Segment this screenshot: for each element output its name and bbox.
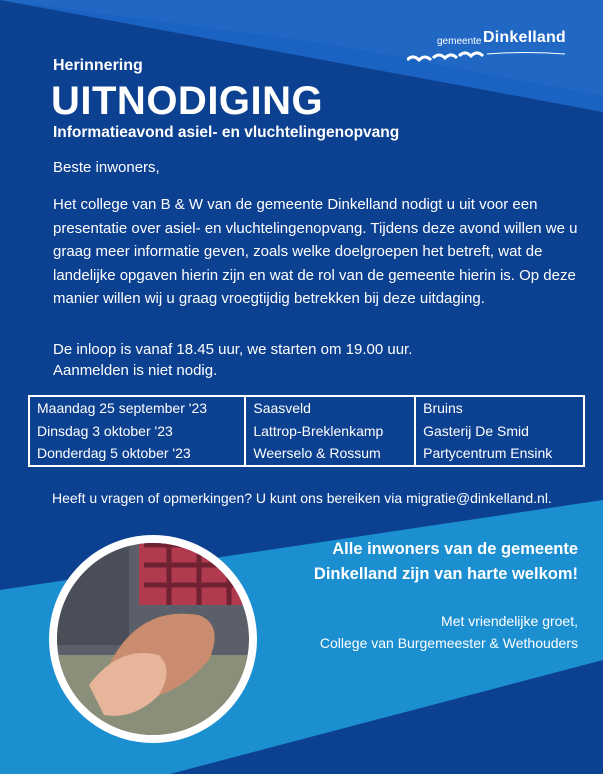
greeting: Beste inwoners,: [53, 159, 160, 176]
place-cell: Lattrop-Breklenkamp: [245, 420, 415, 443]
table-row: [29, 420, 584, 443]
body-text: Het college van B & W van de gemeente Dinkelland nodigt u uit voor een presentatie over asiel- en vluchtelingenopvang. Tijdens deze avond willen we u graag meer informatie geven, zoals welke doelgroepen het betreft, wat de landelijke opgaven hierin zijn en wat de rol van de gemeente hierin is. Op deze manier willen wij u graag vroegtijdig betrekken bij deze uitdaging.: [53, 196, 578, 307]
venue-cell: Partycentrum Ensink: [415, 442, 584, 466]
date-cell: Maandag 25 september '23: [29, 396, 245, 420]
hands-image: [49, 535, 257, 743]
place-cell: Weerselo & Rossum: [245, 442, 415, 466]
page-title: UITNODIGING: [51, 79, 324, 123]
hands-photo: [49, 535, 257, 743]
inloop-line-2: Aanmelden is niet nodig.: [53, 362, 218, 379]
welcome-line-1: Alle inwoners van de gemeente: [332, 540, 578, 558]
table-row: [29, 442, 584, 466]
inloop-text: [53, 339, 412, 381]
logo-small-text: gemeente: [437, 36, 482, 47]
venue-cell: Bruins: [415, 396, 584, 420]
subtitle: Informatieavond asiel- en vluchtelingenopvang: [53, 124, 400, 141]
venue-cell: Gasterij De Smid: [415, 420, 584, 443]
table-row: [29, 396, 584, 420]
logo-name: Dinkelland: [483, 29, 566, 46]
welcome-line-2: Dinkelland zijn van harte welkom!: [313, 565, 578, 583]
date-cell: Donderdag 5 oktober '23: [29, 442, 245, 466]
kicker: Herinnering: [53, 57, 143, 74]
welcome-text: [314, 537, 578, 587]
contact-text: Heeft u vragen of opmerkingen? U kunt ons bereiken via migratie@dinkelland.nl.: [52, 490, 552, 506]
closing-line-2: College van Burgemeester & Wethouders: [319, 635, 578, 651]
logo-waves-icon: [407, 50, 567, 66]
schedule-table: [28, 395, 585, 467]
closing-line-1: Met vriendelijke groet,: [441, 613, 578, 629]
logo: [407, 30, 577, 70]
date-cell: Dinsdag 3 oktober '23: [29, 420, 245, 443]
place-cell: Saasveld: [245, 396, 415, 420]
closing-text: [320, 610, 578, 654]
inloop-line-1: De inloop is vanaf 18.45 uur, we starten om 19.00 uur.: [53, 341, 413, 358]
